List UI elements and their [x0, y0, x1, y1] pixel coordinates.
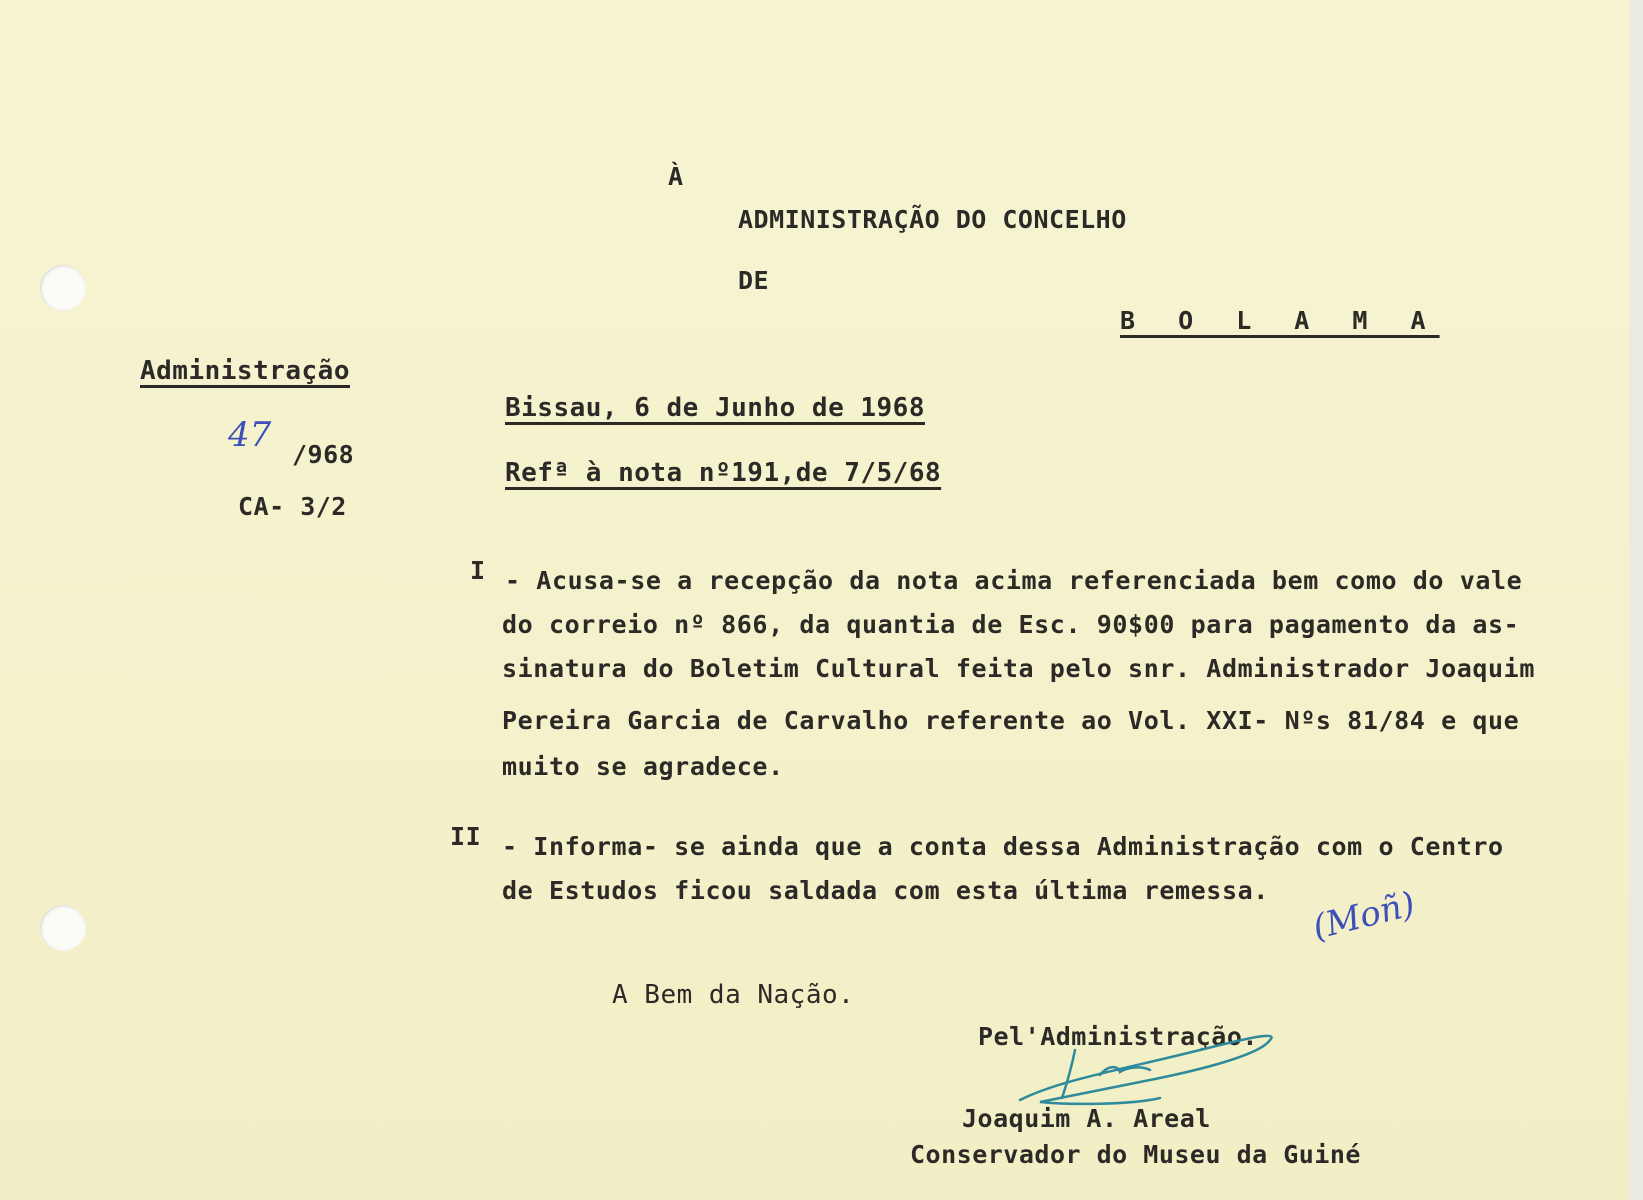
classification-code: CA- 3/2 [238, 492, 347, 521]
handwritten-note: (Moñ) [1308, 884, 1420, 948]
paragraph2-line: de Estudos ficou saldada com esta última remessa. [502, 876, 1269, 905]
paragraph1-line: - Acusa-se a recepção da nota acima referenciada bem como do vale [505, 566, 1523, 595]
handwritten-number: 47 [228, 415, 272, 455]
signoff: Pel'Administração. [978, 1022, 1258, 1051]
paragraph1-line: Pereira Garcia de Carvalho referente ao Vol. XXI- Nºs 81/84 e que [502, 706, 1520, 735]
paragraph1-line: muito se agradece. [502, 752, 784, 781]
recipient-line1: ADMINISTRAÇÃO DO CONCELHO [738, 205, 1127, 234]
punch-hole-top [40, 265, 86, 311]
paragraph1-numeral: I [470, 556, 486, 585]
paragraph1-line: do correio nº 866, da quantia de Esc. 90$00 para pagamento da as- [502, 610, 1520, 639]
signatory-title: Conservador do Museu da Guiné [910, 1140, 1361, 1169]
signatory-name: Joaquim A. Areal [962, 1104, 1211, 1133]
department-label: Administração [140, 356, 350, 386]
salutation-a: À [668, 162, 684, 191]
punch-hole-bottom [40, 905, 86, 951]
closing-salutation: A Bem da Nação. [612, 980, 855, 1010]
paragraph2-line: - Informa- se ainda que a conta dessa Administração com o Centro [502, 832, 1504, 861]
paragraph2-numeral: II [450, 822, 482, 851]
letter-date: Bissau, 6 de Junho de 1968 [505, 393, 925, 423]
typed-number: /968 [292, 440, 355, 469]
recipient-line2: DE [738, 266, 770, 295]
letter-reference: Refª à nota nº191,de 7/5/68 [505, 458, 942, 488]
paragraph1-line: sinatura do Boletim Cultural feita pelo snr. Administrador Joaquim [502, 654, 1535, 683]
recipient-place: B O L A M A [1120, 306, 1440, 335]
